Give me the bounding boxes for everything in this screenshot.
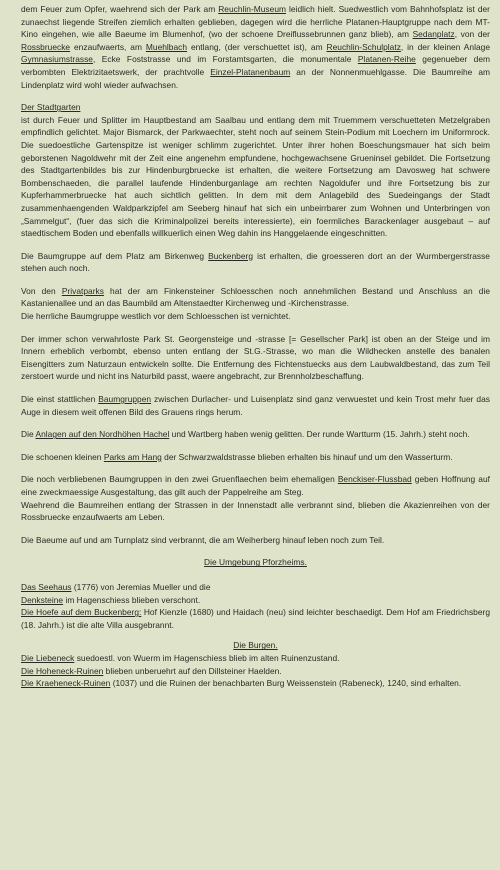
underlined-place: Muehlbach bbox=[145, 41, 188, 52]
text: Der immer schon verwahrloste Park St. Georgensteige und -strasse [= Gesellscher Park] ist oben an der Steige und im Innern erheblich verbombt, ebenso unten entlang der St.G.-Strasse, wo man die Wildhecken anstelle des banalen Eisengitters zum Naturzaun entwickeln sollte. Die Entfernung des Fichtenstuecks aus dem Laubwaldbestand, das zum Teil zerstoert wurde und nicht ins Naturbild passt, waere angebracht, zur Brennholzbeschaffung. bbox=[21, 333, 490, 382]
underlined-place: Benckiser-Flussbad bbox=[337, 474, 412, 485]
paragraph-burgen bbox=[21, 652, 490, 690]
underlined-place: Privatparks bbox=[61, 285, 104, 296]
underlined-place: Baumgruppen bbox=[98, 394, 152, 405]
text: , in der kleinen Anlage bbox=[400, 41, 491, 52]
text: Die noch verbliebenen Baumgruppen in den zwei Gruenflaechen beim ehemaligen bbox=[21, 474, 338, 485]
text: Die einst stattlichen bbox=[21, 394, 99, 405]
text: gegenueber dem verbombten Elektrizitaetswerk, der prachtvolle bbox=[21, 54, 490, 77]
text: suedoestl. von Wuerm im Hagenschiess blieb im alten Ruinenzustand. bbox=[74, 652, 340, 663]
text: blieben unberuehrt auf den Dillsteiner Haelden. bbox=[103, 665, 282, 676]
text: Hof Kienzle (1680) und Haidach (neu) sind leichter beschaedigt. Dem Hof am Friedrichsberg (18. Jahrh.) ist die alte Villa ausgebrannt. bbox=[21, 607, 490, 630]
text: hat der am Finkensteiner Schloesschen noch annehmlichen Bestand und Anschluss an die Kastanienallee und an das Baumbild am Altenstaedter Kirchenweg und -Kirchenstrasse. bbox=[21, 285, 490, 309]
text: Die Baumgruppe auf dem Platz am Birkenweg bbox=[21, 250, 209, 261]
paragraph-georgensteige bbox=[21, 333, 490, 383]
text: (1037) und die Ruinen der benachbarten Burg Weissenstein (Rabeneck), 1240, sind erhalten. bbox=[110, 678, 462, 689]
underlined-place: Platanen-Reihe bbox=[357, 54, 416, 65]
text: ist erhalten, die groesseren dort an der Wurmbergerstrasse stehen auch noch. bbox=[21, 250, 490, 274]
text: Waehrend die Baumreihen entlang der Strassen in der Innenstadt alle verbrannt sind, blieben die Akazienreihen von der Rossbruecke enzaufwaerts am Leben. bbox=[21, 499, 490, 523]
paragraph-nordhoehen bbox=[21, 428, 490, 441]
underlined-place: Einzel-Platanenbaum bbox=[210, 66, 291, 77]
paragraph-buckenberg bbox=[21, 250, 490, 275]
paragraph-turnplatz bbox=[21, 534, 490, 547]
text: ist durch Feuer und Splitter im Hauptbestand am Saalbau und entlang dem mit Truemmern verschuetteten Metzelgraben empfindlich gelichtet. Major Bismarck, der Parkwaechter, steht noch auf seinem Stein-Podium mit Loechern im Uniformrock. Die suedoestliche Gartenspitze ist weniger schlimm zugerichtet. Unter ihrer hohen Boeschungsmauer hat sich beim geborstenen Nagoldwehr mit der Zeit eine angenehm empfundene, hochgewachsene Grueninsel gebildet. Die Fortsetzung des Stadtgartenbildes bis zur Hindenburgbruecke ist erhalten, die weitere Fortsetzung am Davosweg hat schwere Bombenschaeden, die parallel laufende Hindenburganlage am rechten Nagoldufer und ihre Fortsetzung bis zur Kupferhammerbruecke hat auch sichtlich gelitten. In dem mit dem Anlagebild des Suedeingangs der Stadt zusammenhaengenden Waldparkzipfel am Seeberg hinauf hat sich ein unbeirrbarer zum Wohnen und Unterbringen von „Sammelgut“, (fuer das sich die Kriminalpolizei bereits interessierte), ein foermliches Barackenlager ausgebaut – auf staedtischem Boden und ebenfalls willkuerlich einen Weg dahin ins Hanggelaende eingeschnitten. bbox=[21, 114, 490, 239]
text: zwischen Durlacher- und Luisenplatz sind ganz verwuestet und kein Trost mehr fuer das Auge in diesem weit offenen Bild des Grauens rings herum. bbox=[21, 394, 490, 417]
underlined-place: Das Seehaus bbox=[21, 581, 72, 592]
text: der Schwarzwaldstrasse blieben erhalten bis hinauf und um den Wasserturm. bbox=[161, 451, 453, 462]
text: Die bbox=[21, 429, 36, 440]
underlined-place: Parks am Hang bbox=[103, 451, 162, 462]
underlined-place: Die Kraeheneck-Ruinen bbox=[21, 678, 111, 689]
paragraph-flussbad bbox=[21, 473, 490, 523]
underlined-place: Reuchlin-Schulplatz bbox=[326, 41, 401, 52]
underlined-place: Buckenberg bbox=[208, 250, 254, 261]
paragraph-baumgruppen bbox=[21, 393, 490, 418]
underlined-place: Rossbruecke bbox=[21, 41, 71, 52]
paragraph-umgebung bbox=[21, 581, 490, 631]
text: und Wartberg haben wenig gelitten. Der runde Wartturm (15. Jahrh.) steht noch. bbox=[169, 429, 470, 440]
text: an der Nonnenmuehlgasse. Die Baumreihe am Lindenplatz wird wohl wieder aufwachsen. bbox=[21, 66, 491, 90]
text: leidlich hielt. Suedwestlich vom Bahnhofsplatz ist der zunaechst liegende Streifen ziemlich erhalten geblieben, dagegen wird die herrliche Platanen-Hauptgruppe nach dem MT-Kino eingehen, wie alle Baeume im Blumenhof, (wo der schoene Dreiflussebrunnen ganz blieb), am bbox=[21, 4, 490, 40]
text: Die herrliche Baumgruppe westlich vor dem Schloesschen ist vernichtet. bbox=[21, 311, 291, 322]
text: entlang, (der verschuettet ist), am bbox=[187, 41, 327, 52]
text: , von der bbox=[454, 29, 490, 40]
section-heading-stadtgarten: Der Stadtgarten bbox=[21, 102, 81, 113]
text: dem Feuer zum Opfer, waehrend sich der Park am bbox=[21, 4, 219, 14]
text: im Hagenschiess blieben verschont. bbox=[63, 594, 201, 605]
paragraph-privatparks bbox=[21, 285, 490, 323]
underlined-place: Die Hoheneck-Ruinen bbox=[21, 665, 104, 676]
paragraph-stadtgarten bbox=[21, 101, 490, 240]
text: Von den bbox=[21, 285, 62, 296]
underlined-place: Sedanplatz bbox=[412, 29, 455, 40]
underlined-place: Die Hoefe auf dem Buckenberg: bbox=[21, 607, 142, 618]
section-title-text: Die Burgen. bbox=[233, 640, 278, 651]
underlined-place: Anlagen auf den Nordhöhen Hachel bbox=[35, 429, 170, 440]
section-title-text: Die Umgebung Pforzheims. bbox=[204, 557, 307, 568]
underlined-place: Reuchlin-Museum bbox=[218, 4, 286, 14]
section-title-umgebung bbox=[21, 556, 490, 569]
underlined-place: Denksteine bbox=[21, 594, 64, 605]
text: (1776) von Jeremias Mueller und die bbox=[71, 581, 211, 592]
paragraph-parks-am-hang bbox=[21, 451, 490, 464]
text: Die schoenen kleinen bbox=[21, 451, 104, 462]
section-title-burgen bbox=[21, 639, 490, 652]
paragraph-intro bbox=[21, 3, 490, 91]
underlined-place: Die Liebeneck bbox=[21, 652, 75, 663]
text: , Ecke Foststrasse und im Forstamtsgarten, die monumentale bbox=[93, 54, 358, 65]
text: enzaufwaerts, am bbox=[70, 41, 146, 52]
text: Die Baeume auf und am Turnplatz sind verbrannt, die am Weiherberg hinauf leben noch zum Teil. bbox=[21, 534, 385, 545]
underlined-place: Gymnasiumstrasse bbox=[21, 54, 93, 65]
text: geben Hoffnung auf eine zweckmaessige Ausgestaltung, das gilt auch der Pappelreihe am Steg. bbox=[21, 474, 490, 497]
